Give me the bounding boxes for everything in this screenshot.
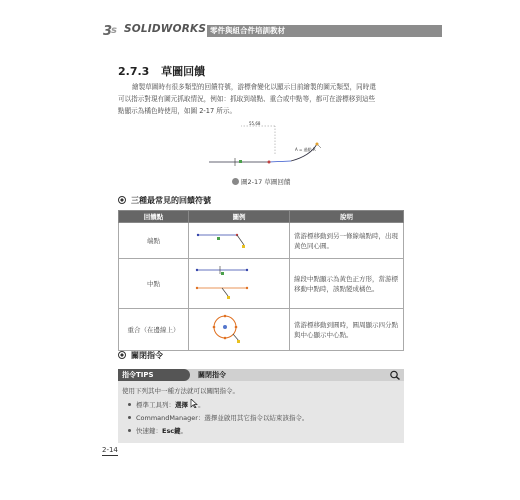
book-title-bar [207,25,442,37]
bullet-target-icon [118,196,126,204]
bullet-icon [128,416,131,419]
figure-disc-icon [232,178,239,185]
svg-text:s: s [111,25,117,36]
feedback-example [189,259,290,309]
subheading-text: 關閉指令 [131,351,163,360]
tips-label: 指令TIPS [118,369,190,381]
table-header-cell: 說明 [290,211,404,223]
figure-caption [232,177,290,186]
figure-label-top: 55,68 [249,121,261,126]
feedback-table [118,210,404,351]
feedback-name: 端點 [119,223,189,259]
table-row [119,223,404,259]
svg-text:3: 3 [103,24,113,39]
bullet-target-icon [118,351,126,359]
page-header [102,20,442,40]
feedback-name: 重合（在邊線上） [119,309,189,351]
section-number: 2.7.3 [118,65,150,78]
list-item-text: 快速鍵： [136,427,162,435]
list-item-text: 標準工具列： [136,401,175,409]
paragraph-line: 可以指示對現有圖元抓取情況，例如：抓取到端點、重合或中點等，都可在游標移到這些 [118,95,376,103]
feedback-example [189,223,290,259]
subheading-text: 三種最常見的回饋符號 [131,196,211,205]
endpoint-example-graphic [189,223,289,256]
feedback-description: 當游標移動到圓時，圓周顯示四分點與中心顯示中心點。 [290,309,404,351]
table-row [119,309,404,351]
list-item-text: CommandManager：選擇並啟用其它指令以結束該指令。 [136,414,309,422]
brand-name: SOLIDWORKS [124,23,207,35]
feedback-example [189,309,290,351]
list-item-bold: 選擇 [175,401,188,409]
feedback-name: 中點 [119,259,189,309]
subheading-close-command [118,350,163,361]
page-number: 2-14 [102,446,118,454]
sketch-feedback-figure [205,118,345,176]
bullet-icon [128,429,131,432]
table-row [119,259,404,309]
list-item [128,425,308,438]
list-item-bold: Esc鍵 [162,427,181,435]
section-heading: 草圖回饋 [161,65,206,78]
midpoint-example-graphic [189,259,289,306]
solidworks-logo-icon [102,20,122,40]
intro-paragraph [118,81,408,117]
paragraph-line: 繪製草圖時有很多類型的回饋符號，游標會變化以顯示目前繪製的圖元類型，同時還 [132,83,376,91]
cursor-arrow-icon [190,399,198,408]
list-item: 標準工具列：選擇 。 [128,399,308,412]
list-item [128,412,308,425]
table-header-row [119,211,404,223]
section-title [118,63,205,79]
tips-intro: 使用下列其中一種方法就可以關閉指令。 [122,387,239,395]
table-header-cell: 圖例 [189,211,290,223]
table-header-cell: 回饋點 [119,211,189,223]
tips-list [128,399,308,438]
coincident-example-graphic [189,309,289,348]
command-tips-box [118,369,404,443]
figure-label-right: A = 過點 R [295,147,316,152]
search-icon [389,370,401,380]
subheading-feedback-types [118,195,211,206]
tips-title: 關閉指令 [198,371,226,379]
book-title: 零件與組合件培訓教材 [210,26,285,35]
feedback-description: 線段中點顯示為黃色正方形，當游標移動中點時，該點變成橘色。 [290,259,404,309]
figure-caption-text: 圖2-17 草圖回饋 [241,178,291,186]
feedback-description: 當游標移動到另一條線端點時，出現黃色同心圓。 [290,223,404,259]
list-item-text: 。 [180,427,188,435]
bullet-icon [128,403,131,406]
paragraph-line: 點顯示為橘色時使用，如圖 2-17 所示。 [118,107,237,115]
